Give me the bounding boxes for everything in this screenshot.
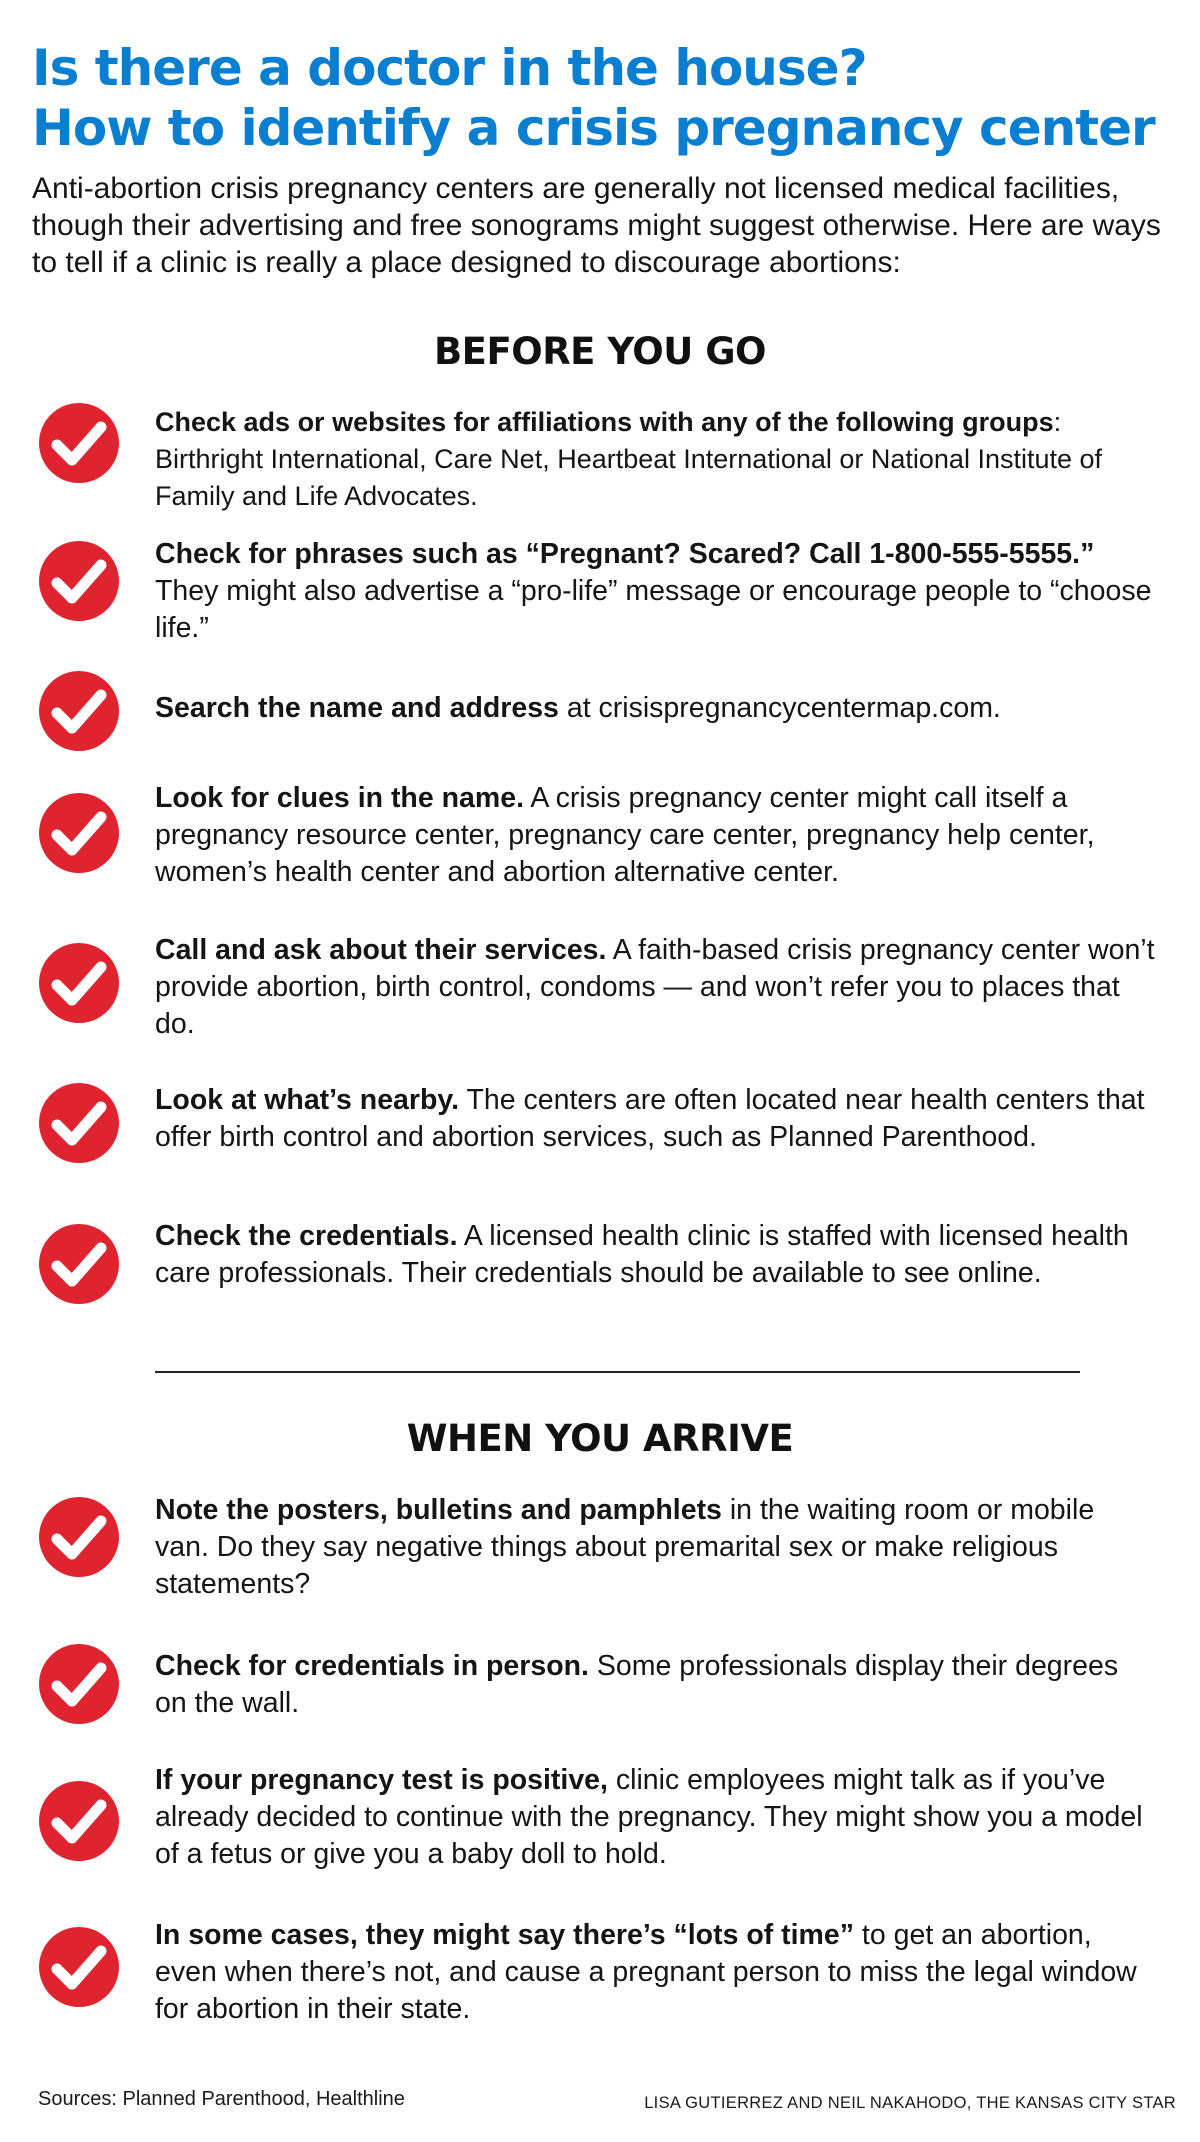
before-item-7-bold: Check the credentials.: [155, 1220, 458, 1252]
checkmark-circle-icon: [38, 792, 120, 874]
checkmark-circle-icon: [38, 1082, 120, 1164]
intro-paragraph: Anti-abortion crisis pregnancy centers are generally not licensed medical facilities, though their advertising and free sonograms might suggest otherwise. Here are ways to tell if a clinic is really a place designed to discourage abortions:: [32, 172, 1161, 279]
checkmark-circle-icon: [38, 1780, 120, 1862]
before-item-3-text: [155, 690, 1155, 727]
when-you-arrive-heading: WHEN YOU ARRIVE: [406, 1417, 794, 1460]
page-title: [32, 38, 1172, 158]
before-item-4-bold: Look for clues in the name.: [155, 782, 524, 814]
arrive-item-3-body: clinic employees might talk as if you’ve already decided to continue with the pregnancy. They might show you a model of a fetus or give you a baby doll to hold.: [155, 1764, 1143, 1870]
title-line-1: Is there a doctor in the house?: [32, 39, 867, 97]
before-item-5-text: [155, 932, 1155, 1043]
before-item-5-body: A faith-based crisis pregnancy center won’t provide abortion, birth control, condoms — and won’t refer you to places that do.: [155, 934, 1155, 1040]
before-item-6-text: [155, 1082, 1155, 1156]
arrive-item-1-text: [155, 1492, 1155, 1603]
arrive-item-2-text: [155, 1648, 1155, 1722]
before-item-3-bold: Search the name and address: [155, 692, 559, 724]
checkmark-circle-icon: [38, 1223, 120, 1305]
checkmark-circle-icon: [38, 1926, 120, 2008]
arrive-item-2-body: Some professionals display their degrees on the wall.: [155, 1650, 1119, 1719]
before-item-1-text: [155, 404, 1155, 515]
credit-line: LISA GUTIERREZ AND NEIL NAKAHODO, THE KANSAS CITY STAR: [644, 2094, 1176, 2112]
before-item-2-text: [155, 536, 1155, 647]
arrive-item-4-body: to get an abortion, even when there’s not, and cause a pregnant person to miss the legal window for abortion in their state.: [155, 1919, 1137, 2025]
before-item-6-body: The centers are often located near health centers that offer birth control and abortion services, such as Planned Parenthood.: [155, 1084, 1145, 1153]
arrive-item-4-bold: In some cases, they might say there’s “lots of time”: [155, 1919, 855, 1951]
before-item-2-bold: Check for phrases such as “Pregnant? Scared? Call 1-800-555-5555.”: [155, 538, 1095, 570]
before-item-5-bold: Call and ask about their services.: [155, 934, 607, 966]
before-item-4-body: A crisis pregnancy center might call itself a pregnancy resource center, pregnancy care center, pregnancy help center, women’s health center and abortion alternative center.: [155, 782, 1095, 888]
arrive-item-3-bold: If your pregnancy test is positive,: [155, 1764, 608, 1796]
before-item-7-body: A licensed health clinic is staffed with licensed health care professionals. Their credentials should be available to see online.: [155, 1220, 1129, 1289]
arrive-item-1-body: in the waiting room or mobile van. Do they say negative things about premarital sex or make religious statements?: [155, 1494, 1095, 1600]
arrive-item-2-bold: Check for credentials in person.: [155, 1650, 589, 1682]
arrive-item-3-text: [155, 1762, 1155, 1873]
before-item-1-bold: Check ads or websites for affiliations with any of the following groups: [155, 407, 1054, 437]
title-line-2: How to identify a crisis pregnancy center: [32, 99, 1155, 157]
before-item-4-text: [155, 780, 1155, 891]
section-divider: [155, 1371, 1080, 1373]
before-item-2-body: They might also advertise a “pro-life” message or encourage people to “choose life.”: [155, 575, 1152, 644]
before-item-7-text: [155, 1218, 1155, 1292]
before-item-1-body: : Birthright International, Care Net, Heartbeat International or National Institute of Family and Life Advocates.: [155, 407, 1103, 511]
arrive-item-4-text: [155, 1917, 1155, 2028]
before-item-6-bold: Look at what’s nearby.: [155, 1084, 460, 1116]
checkmark-circle-icon: [38, 540, 120, 622]
checkmark-circle-icon: [38, 1643, 120, 1725]
checkmark-circle-icon: [38, 670, 120, 752]
checkmark-circle-icon: [38, 1496, 120, 1578]
sources-note: Sources: Planned Parenthood, Healthline: [38, 2088, 405, 2110]
before-item-3-body: at crisispregnancycentermap.com.: [558, 692, 1001, 724]
arrive-item-1-bold: Note the posters, bulletins and pamphlets: [155, 1494, 722, 1526]
checkmark-circle-icon: [38, 402, 120, 484]
before-you-go-heading: BEFORE YOU GO: [433, 330, 767, 373]
checkmark-circle-icon: [38, 942, 120, 1024]
